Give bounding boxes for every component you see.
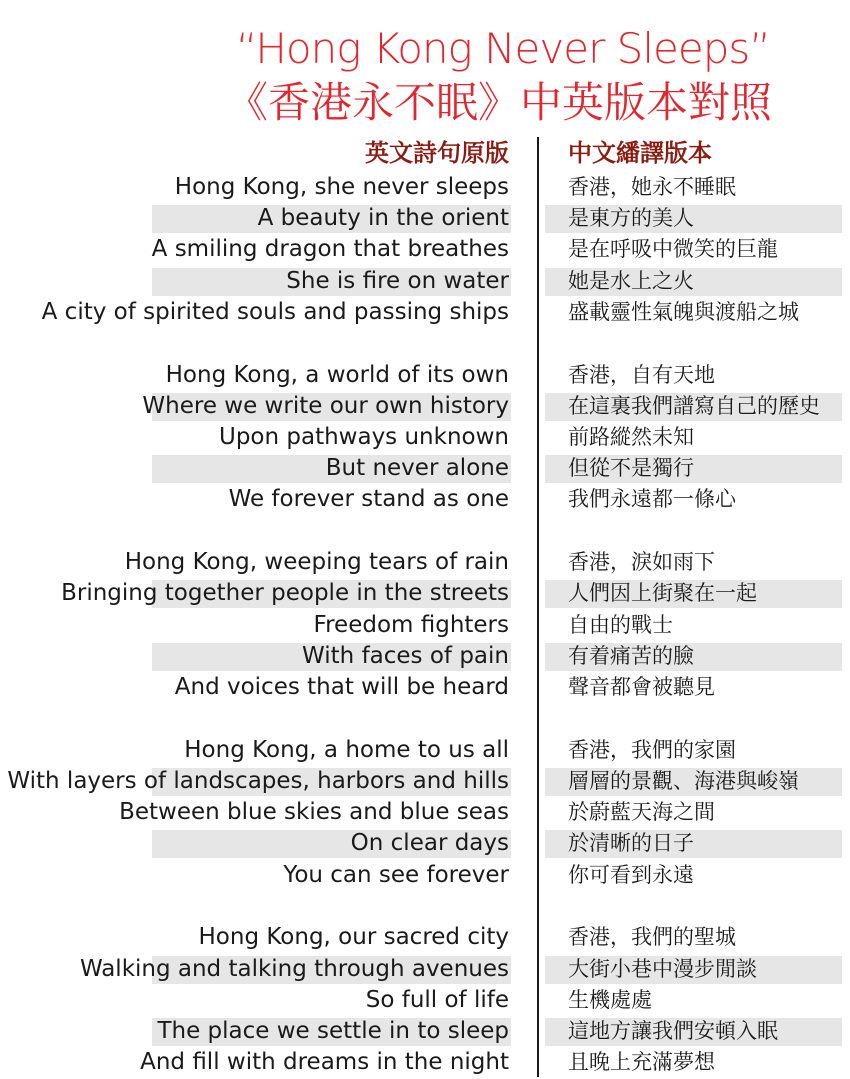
english-line: And fill with dreams in the night [140, 1049, 509, 1076]
english-line: Hong Kong, our sacred city [198, 924, 509, 951]
english-line: Where we write our own history [142, 392, 509, 419]
header-chinese-translation: 中文繙譯版本 [568, 139, 712, 167]
chinese-line: 聲音都會被聽見 [568, 675, 715, 699]
chinese-line: 香港，我們的家園 [568, 737, 736, 762]
chinese-line: 人們因上街聚在一起 [568, 581, 757, 606]
english-line: The place we settle in to sleep [157, 1018, 509, 1044]
english-line: Hong Kong, a home to us all [184, 736, 509, 763]
chinese-line: 香港，自有天地 [568, 362, 715, 387]
english-line: We forever stand as one [228, 486, 509, 513]
english-line: Hong Kong, a world of its own [165, 361, 509, 388]
header-english-original: 英文詩句原版 [365, 139, 509, 167]
chinese-line: 自由的戰士 [568, 612, 673, 637]
english-line: With layers of landscapes, harbors and hills [7, 768, 509, 794]
english-line: A city of spirited souls and passing ships [41, 298, 509, 325]
chinese-line: 你可看到永遠 [568, 862, 694, 887]
chinese-line: 這地方讓我們安頓入眠 [568, 1019, 778, 1043]
chinese-line: 但從不是獨行 [568, 456, 694, 481]
english-line: Bringing together people in the streets [61, 580, 509, 607]
english-line: Hong Kong, she never sleeps [174, 174, 509, 200]
english-line: She is fire on water [286, 267, 509, 294]
english-line: A smiling dragon that breathes [151, 236, 509, 263]
title-chinese: 《香港永不眠》中英版本對照 [225, 78, 772, 127]
chinese-line: 大街小巷中漫步閒談 [568, 956, 757, 981]
english-line: Freedom fighters [313, 611, 509, 638]
english-line: A beauty in the orient [257, 205, 509, 232]
chinese-line: 香港，淚如雨下 [568, 550, 715, 575]
english-line: But never alone [325, 455, 509, 482]
chinese-line: 香港，她永不睡眠 [568, 175, 736, 199]
english-line: So full of life [365, 986, 509, 1013]
chinese-line: 生機處處 [568, 987, 652, 1012]
english-line: Upon pathways unknown [218, 424, 509, 450]
english-line: Walking and talking through avenues [79, 955, 509, 982]
chinese-line: 香港，我們的聖城 [568, 925, 736, 950]
chinese-line: 於清晰的日子 [568, 831, 694, 856]
chinese-line: 層層的景觀、海港與峻嶺 [568, 769, 799, 793]
column-divider [537, 137, 539, 1077]
english-line: On clear days [350, 830, 509, 857]
english-line: Hong Kong, weeping tears of rain [124, 549, 509, 576]
chinese-line: 是在呼吸中微笑的巨龍 [568, 237, 778, 262]
english-line: With faces of pain [302, 642, 509, 669]
chinese-line: 是東方的美人 [568, 206, 694, 231]
chinese-line: 在這裏我們譜寫自己的歷史 [568, 393, 820, 418]
chinese-line: 且晚上充滿夢想 [568, 1050, 715, 1075]
chinese-line: 有着痛苦的臉 [568, 643, 694, 668]
chinese-line: 她是水上之火 [568, 268, 694, 293]
english-line: You can see forever [283, 861, 509, 888]
title-english: “Hong Kong Never Sleeps” [235, 24, 770, 73]
chinese-line: 我們永遠都一條心 [568, 487, 736, 512]
english-line: And voices that will be heard [174, 674, 509, 700]
english-line: Between blue skies and blue seas [119, 799, 509, 826]
chinese-line: 於蔚藍天海之間 [568, 800, 715, 825]
chinese-line: 盛載靈性氣魄與渡船之城 [568, 299, 799, 324]
chinese-line: 前路縱然未知 [568, 425, 694, 449]
